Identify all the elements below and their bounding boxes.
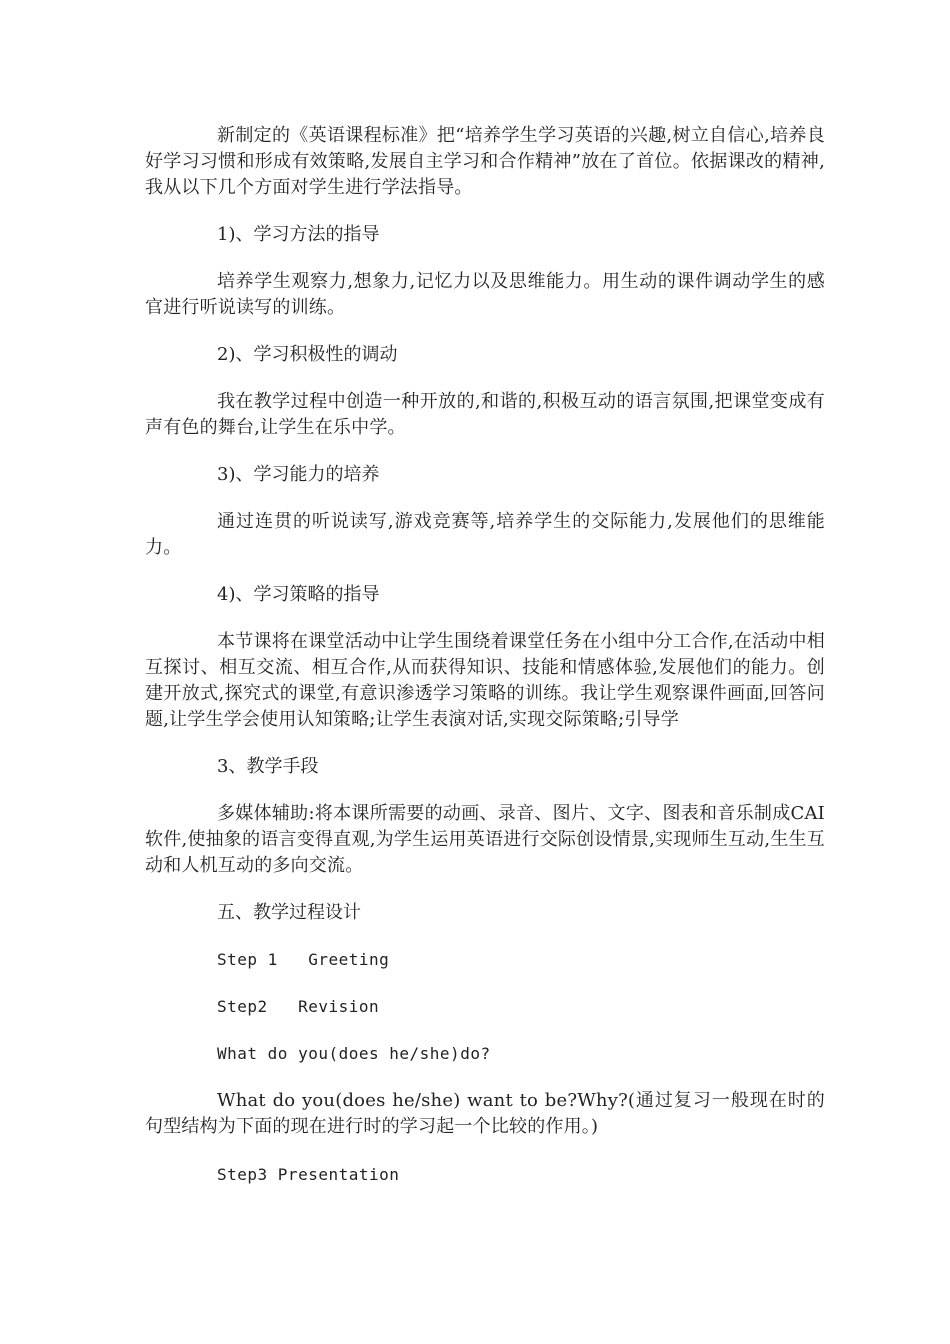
step-2-revision: Step2 Revision [217, 997, 380, 1016]
section-heading-study-method: 1)、学习方法的指导 [217, 224, 380, 245]
document-body [145, 123, 825, 1188]
step-1-greeting: Step 1 Greeting [217, 950, 390, 969]
paragraph-teaching-means: 多媒体辅助:将本课所需要的动画、录音、图片、文字、图表和音乐制成CAI软件,使抽象的语言变得直观,为学生运用英语进行交际创设情景,实现师生互动,生生互动和人机互动的多向交流。 [145, 803, 825, 876]
section-heading-ability: 3)、学习能力的培养 [217, 464, 380, 485]
paragraph-motivation: 我在教学过程中创造一种开放的,和谐的,积极互动的语言氛围,把课堂变成有声有色的舞台,让学生在乐中学。 [145, 391, 825, 438]
paragraph-study-method: 培养学生观察力,想象力,记忆力以及思维能力。用生动的课件调动学生的感官进行听说读写的训练。 [145, 271, 825, 318]
section-heading-process-design: 五、教学过程设计 [217, 902, 361, 923]
intro-paragraph: 新制定的《英语课程标准》把“培养学生学习英语的兴趣,树立自信心,培养良好学习习惯和形成有效策略,发展自主学习和合作精神”放在了首位。依据课改的精神,我从以下几个方面对学生进行学法指导。 [145, 125, 825, 198]
revision-question-1: What do you(does he/she)do? [217, 1044, 491, 1063]
section-heading-strategy: 4)、学习策略的指导 [217, 584, 380, 605]
paragraph-ability: 通过连贯的听说读写,游戏竞赛等,培养学生的交际能力,发展他们的思维能力。 [145, 511, 825, 558]
paragraph-strategy: 本节课将在课堂活动中让学生围绕着课堂任务在小组中分工合作,在活动中相互探讨、相互交流、相互合作,从而获得知识、技能和情感体验,发展他们的能力。创建开放式,探究式的课堂,有意识渗透学习策略的训练。我让学生观察课件画面,回答问题,让学生学会使用认知策略;让学生表演对话,实现交际策略;引导学 [145, 631, 825, 730]
section-heading-teaching-means: 3、教学手段 [217, 756, 319, 777]
revision-question-2: What do you(does he/she) want to be?Why?(通过复习一般现在时的句型结构为下面的现在进行时的学习起一个比较的作用。) [145, 1090, 825, 1137]
step-3-presentation: Step3 Presentation [217, 1165, 400, 1184]
section-heading-motivation: 2)、学习积极性的调动 [217, 344, 398, 365]
